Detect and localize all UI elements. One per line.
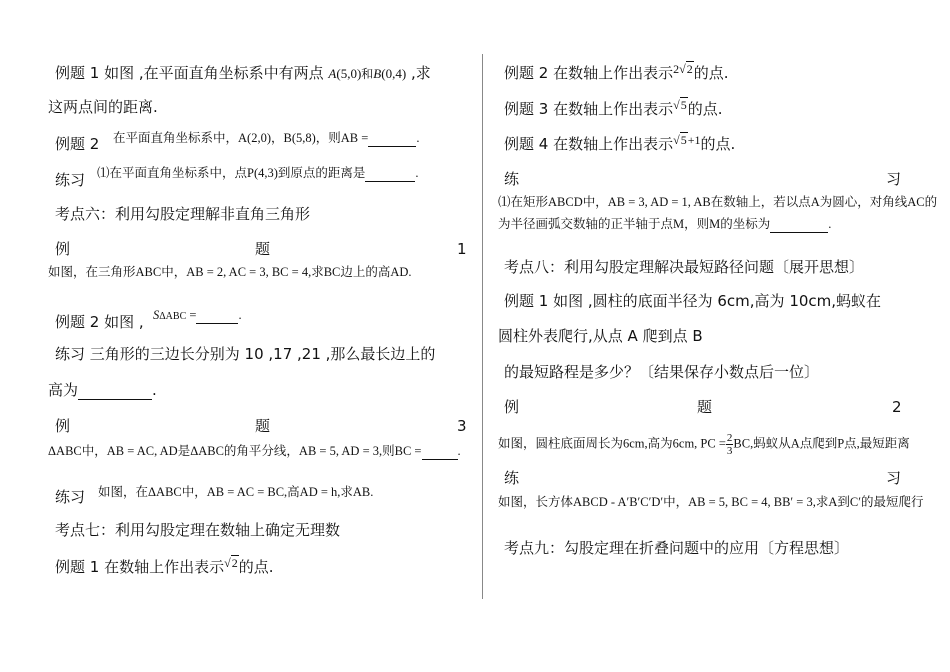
- left-ex1b-label-b: 题: [255, 240, 271, 258]
- right-ex1-line3: 的最短路程是多少？〔结果保存小数点后一位〕: [504, 363, 820, 381]
- right-practice-label-a: 练: [504, 170, 520, 188]
- left-practice-3-label: 练习: [55, 488, 86, 506]
- left-example-2-label: 例题 2: [55, 135, 100, 153]
- left-ex3-label-b: 题: [255, 417, 271, 435]
- left-ex1c: 例题 1 在数轴上作出表示$^{√2}$的点.: [55, 556, 274, 576]
- left-ex2b-label: 例题 2 如图 ,: [55, 313, 144, 331]
- right-example-4: 例题 4 在数轴上作出表示$^{√5+1}$的点.: [504, 133, 736, 153]
- right-practice-2-formula: 如图，长方体ABCD - A′B′C′D′中，AB = 5, BC = 4, BB′ = 3,求A到C′的最短爬行: [498, 495, 924, 509]
- keypoint-8-heading: 考点八：利用勾股定理解决最短路径问题〔展开思想〕: [504, 258, 865, 276]
- left-ex1b-number: 1: [457, 240, 467, 258]
- right-example-3: 例题 3 在数轴上作出表示$^{√5}$的点.: [504, 98, 723, 118]
- right-practice-2-label-b: 习: [886, 469, 902, 487]
- right-practice-line1: ⑴在矩形ABCD中，AB = 3, AD = 1, AB在数轴上，若以点A为圆心，对角线AC的: [498, 195, 938, 209]
- right-practice-line2: 为半径画弧交数轴的正半轴于点M，则M的坐标为 .: [498, 217, 832, 231]
- right-ex2-formula: 如图，圆柱底面周长为6cm,高为6cm, PC = $\frac{2}{3}$ BC,蚂蚁从A点爬到P点,最短距离: [498, 432, 910, 457]
- keypoint-7-heading: 考点七：利用勾股定理在数轴上确定无理数: [55, 521, 341, 539]
- left-practice-3-formula: 如图，在ΔABC中，AB = AC = BC,高AD = h,求AB.: [98, 485, 374, 499]
- fraction: $\frac{2}{3}$: [726, 432, 733, 457]
- right-practice-label-b: 习: [886, 170, 902, 188]
- right-ex2-number: 2: [892, 398, 902, 416]
- right-ex1-line2: 圆柱外表爬行,从点 A 爬到点 B: [498, 327, 703, 345]
- left-practice-2-line2: 高为 .: [48, 381, 157, 399]
- left-ex3-label-a: 例: [55, 417, 71, 435]
- right-ex2-label-b: 题: [697, 398, 713, 416]
- left-ex3-number: 3: [457, 417, 467, 435]
- left-example-1-cont: 这两点间的距离.: [48, 98, 158, 116]
- column-divider: [482, 54, 483, 599]
- left-ex1b-label-a: 例: [55, 240, 71, 258]
- right-practice-2-label-a: 练: [504, 469, 520, 487]
- keypoint-6-heading: 考点六：利用勾股定理解非直角三角形: [55, 205, 311, 223]
- left-example-2-formula: 在平面直角坐标系中，A(2,0)，B(5,8)，则AB = .: [113, 131, 420, 145]
- right-ex1-line1: 例题 1 如图 ,圆柱的底面半径为 6cm,高为 10cm,蚂蚁在: [504, 292, 882, 310]
- left-ex1b-formula: 如图，在三角形ABC中，AB = 2, AC = 3, BC = 4,求BC边上的高AD.: [48, 265, 412, 279]
- left-ex2b-formula: SΔABC = .: [153, 308, 242, 322]
- left-example-1: 例题 1 如图 ,在平面直角坐标系中有两点 A(5,0)和B(0,4) ,求: [55, 64, 431, 82]
- left-practice-formula: ⑴在平面直角坐标系中，点P(4,3)到原点的距离是 .: [97, 166, 419, 180]
- left-practice-2-line1: 练习 三角形的三边长分别为 10 ,17 ,21 ,那么最长边上的: [55, 345, 436, 363]
- keypoint-9-heading: 考点九：勾股定理在折叠问题中的应用〔方程思想〕: [504, 539, 850, 557]
- left-ex3-formula: ΔABC中，AB = AC, AD是ΔABC的角平分线，AB = 5, AD = 3,则BC = .: [48, 444, 461, 458]
- left-practice-label: 练习: [55, 171, 86, 189]
- right-ex2-label-a: 例: [504, 398, 520, 416]
- right-example-2: 例题 2 在数轴上作出表示$^{2√2}$的点.: [504, 62, 729, 82]
